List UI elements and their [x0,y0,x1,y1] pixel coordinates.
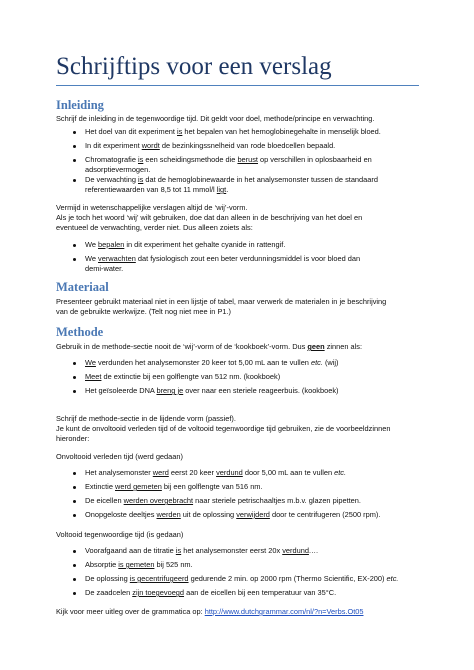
list-item: We verdunden het analysemonster 20 keer tot 5,00 mL aan te vullen etc. (wij) [85,358,339,367]
bullet-icon [73,159,76,162]
list-item: We verwachten dat fysiologisch zout een beter verdunningsmiddel is voor bloed dan [85,254,361,263]
inleiding-intro: Schrijf de inleiding in de tegenwoordige tijd. Dit geldt voor doel, methode/principe en verwachting. [56,114,375,123]
list-item: Extinctie werd gemeten bij een golflengte van 516 nm. [85,482,263,491]
list-item: De oplossing is gecentrifugeerd gedurende 2 min. op 2000 rpm (Thermo Scientific, EX-200) etc. [85,574,399,583]
paragraph: Als je toch het woord ‘wij’ wilt gebruiken, doe dat dan alleen in de beschrijving van het doel en [56,213,363,222]
paragraph: Je kunt de onvoltooid verleden tijd of de voltooid tegenwoordige tijd gebruiken, zie de voorbeeldzinnen [56,424,391,433]
paragraph: van de gebruikte werkwijze. (Telt nog niet mee in P1.) [56,307,231,316]
subheading-vtt: Voltooid tegenwoordige tijd (is gedaan) [56,530,184,539]
list-item-continuation: referentiewaarden van 8,5 tot 11 mmol/l ligt. [85,185,229,194]
bullet-icon [73,376,76,379]
bullet-icon [73,390,76,393]
list-item: De verwachting is dat de hemoglobinewaarde in het analysemonster tussen de standaard [85,175,378,184]
bullet-icon [73,145,76,148]
heading-inleiding: Inleiding [56,98,104,112]
footer-note: Kijk voor meer uitleg over de grammatica op: http://www.dutchgrammar.com/nl/?n=Verbs.Ot05 [56,607,364,616]
bullet-icon [73,500,76,503]
list-item: Meet de extinctie bij een golflengte van 512 nm. (kookboek) [85,372,281,381]
list-item: Voorafgaand aan de titratie is het analysemonster eerst 20x verdund.… [85,546,319,555]
list-item: We bepalen in dit experiment het gehalte cyanide in rattengif. [85,240,286,249]
bullet-icon [73,578,76,581]
list-item-continuation: adsorptievermogen. [85,165,151,174]
bullet-icon [73,550,76,553]
list-item: In dit experiment wordt de bezinkingssnelheid van rode bloedcellen bepaald. [85,141,336,150]
bullet-icon [73,592,76,595]
list-item: Chromatografie is een scheidingsmethode die berust op verschillen in oplosbaarheid en [85,155,372,164]
paragraph: Presenteer gebruikt materiaal niet in een lijstje of tabel, maar verwerk de materialen in je beschrijving [56,297,387,306]
title-rule [56,85,419,86]
page-title: Schrijftips voor een verslag [56,53,332,80]
list-item-continuation: demi-water. [85,264,124,273]
list-item: Het doel van dit experiment is het bepalen van het hemoglobinegehalte in menselijk bloed. [85,127,381,136]
list-item: Absorptie is gemeten bij 525 nm. [85,560,193,569]
list-item: Onopgeloste deeltjes werden uit de oplossing verwijderd door te centrifugeren (2500 rpm). [85,510,381,519]
list-item: Het analysemonster werd eerst 20 keer verdund door 5,00 mL aan te vullen etc. [85,468,347,477]
paragraph: Schrijf de methode-sectie in de lijdende vorm (passief). [56,414,236,423]
bullet-icon [73,179,76,182]
bullet-icon [73,258,76,261]
list-item: De zaadcelen zijn toegevoegd aan de eicellen bij een temperatuur van 35°C. [85,588,337,597]
paragraph: Vermijd in wetenschappelijke verslagen altijd de ‘wij’-vorm. [56,203,248,212]
paragraph: hieronder: [56,434,90,443]
bullet-icon [73,486,76,489]
heading-materiaal: Materiaal [56,280,109,294]
bullet-icon [73,362,76,365]
bullet-icon [73,564,76,567]
bullet-icon [73,244,76,247]
methode-intro: Gebruik in de methode-sectie nooit de ‘wij’-vorm of de ‘kookboek’-vorm. Dus geen zinnen als: [56,342,363,351]
list-item: De eicellen werden overgebracht naar steriele petrischaaltjes m.b.v. glazen pipetten. [85,496,361,505]
bullet-icon [73,131,76,134]
bullet-icon [73,472,76,475]
subheading-ovt: Onvoltooid verleden tijd (werd gedaan) [56,452,183,461]
heading-methode: Methode [56,325,104,339]
grammar-link[interactable]: http://www.dutchgrammar.com/nl/?n=Verbs.Ot05 [204,607,364,616]
bullet-icon [73,514,76,517]
paragraph: eventueel de verwachting, verder niet. Dus alleen zoiets als: [56,223,253,232]
list-item: Het geïsoleerde DNA breng je over naar een steriele reageerbuis. (kookboek) [85,386,339,395]
